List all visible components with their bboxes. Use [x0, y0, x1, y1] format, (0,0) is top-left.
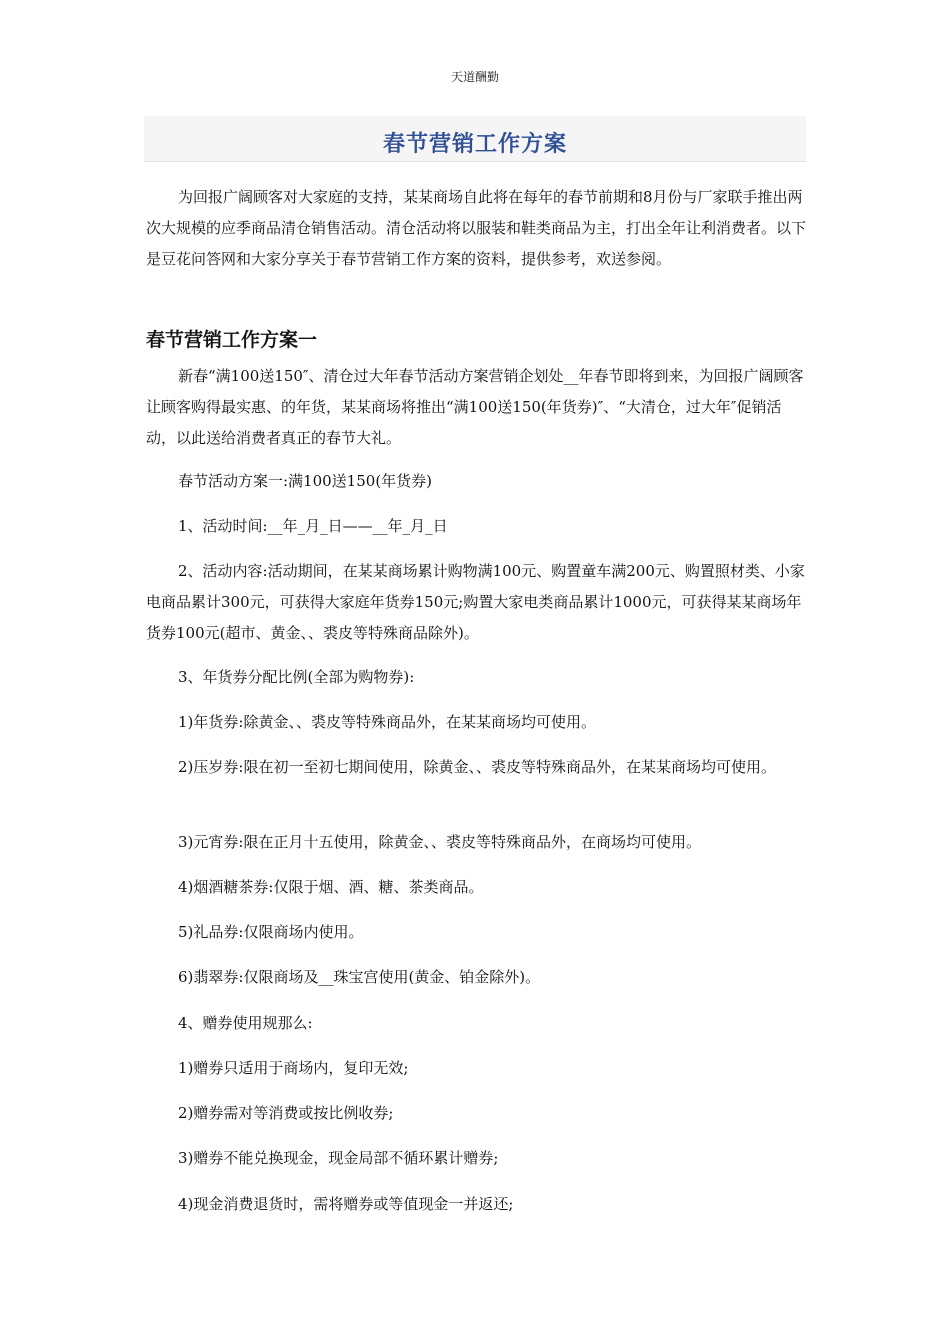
- body-paragraph: 新春“满100送150″、清仓过大年春节活动方案营销企划处__年春节即将到来，为回报广阔顾客让顾客购得最实惠、的年货，某某商场将推出“满100送150(年货券)″、“大清仓，过大年″促销活动，以此送给消费者真正的春节大礼。: [146, 367, 804, 447]
- body-paragraph: 2)压岁券:限在初一至初七期间使用，除黄金、、裘皮等特殊商品外，在某某商场均可使用。: [178, 758, 776, 776]
- intro-paragraph: 为回报广阔顾客对大家庭的支持，某某商场自此将在每年的春节前期和8月份与厂家联手推出两次大规模的应季商品清仓销售活动。清仓活动将以服装和鞋类商品为主，打出全年让利消费者。以下是豆花问答网和大家分享关于春节营销工作方案的资料，提供参考，欢送参阅。: [146, 188, 807, 268]
- body-paragraph: 4)烟酒糖茶券:仅限于烟、酒、糖、茶类商品。: [178, 878, 484, 896]
- body-paragraph: 春节活动方案一:满100送150(年货券): [178, 472, 433, 490]
- section-heading: 春节营销工作方案一: [146, 329, 318, 351]
- running-header: 天道酬勤: [450, 70, 499, 84]
- body-paragraph: 5)礼品券:仅限商场内使用。: [178, 923, 364, 941]
- body-paragraph: 1、活动时间:__年_月_日——__年_月_日: [178, 517, 448, 535]
- title-band: [144, 116, 806, 162]
- body-paragraph: 4)现金消费退货时，需将赠券或等值现金一并返还;: [178, 1195, 514, 1213]
- body-paragraph: 2)赠券需对等消费或按比例收券;: [178, 1104, 394, 1122]
- body-paragraph: 1)年货券:除黄金、、裘皮等特殊商品外，在某某商场均可使用。: [178, 713, 596, 731]
- body-paragraph: 2、活动内容:活动期间，在某某商场累计购物满100元、购置童车满200元、购置照材类、小家电商品累计300元，可获得大家庭年货券150元;购置大家电类商品累计1000元，可获得某某商场年货券100元(超市、黄金、、裘皮等特殊商品除外)。: [146, 562, 805, 642]
- body-paragraph: 3、年货券分配比例(全部为购物券):: [178, 668, 415, 686]
- body-paragraph: 3)元宵券:限在正月十五使用，除黄金、、裘皮等特殊商品外，在商场均可使用。: [178, 833, 701, 851]
- body-paragraph: 3)赠券不能兑换现金，现金局部不循环累计赠券;: [178, 1149, 499, 1167]
- body-paragraph: 4、赠券使用规那么:: [178, 1014, 313, 1032]
- body-paragraph: 6)翡翠券:仅限商场及__珠宝宫使用(黄金、铂金除外)。: [178, 968, 541, 986]
- document-title: 春节营销工作方案: [382, 132, 567, 157]
- body-paragraph: 1)赠券只适用于商场内，复印无效;: [178, 1059, 409, 1077]
